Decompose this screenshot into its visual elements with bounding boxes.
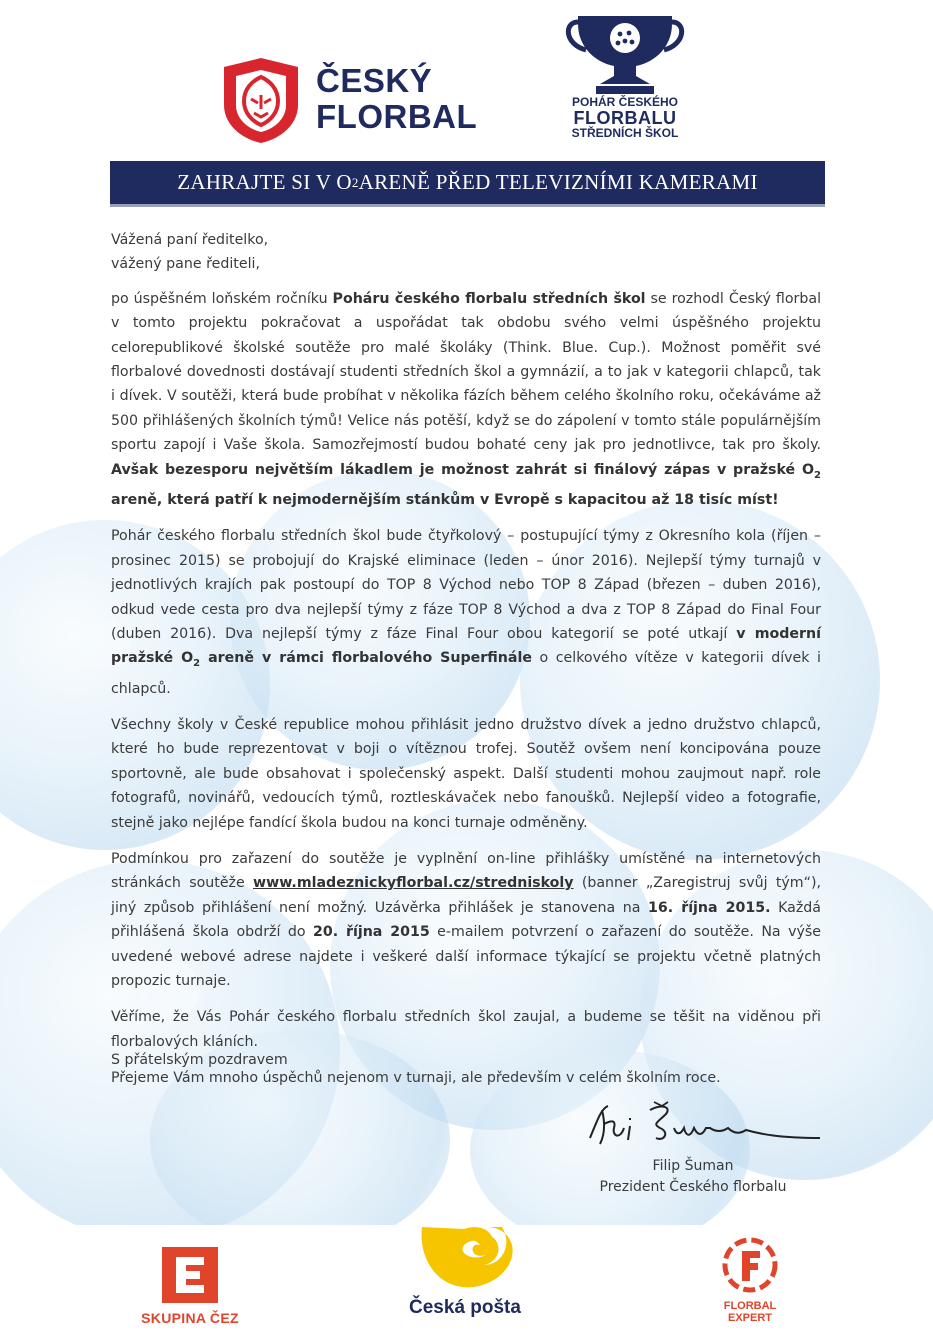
sponsor-cez-logo xyxy=(135,1240,245,1335)
pohar-logo xyxy=(560,10,690,150)
salutation-line-2: vážený pane řediteli, xyxy=(111,256,260,273)
bold-run: Poháru českého florbalu středních škol xyxy=(332,290,646,307)
sponsor-posta-name: Česká pošta xyxy=(409,1297,521,1318)
fe-line-2: EXPERT xyxy=(727,1312,772,1324)
paragraph-intro xyxy=(111,287,821,512)
fe-line-1: FLORBAL xyxy=(723,1300,777,1312)
text-run: (banner „Zaregistruj svůj tým“), jiný způsob přihlášení není možný. Uzávěrka přihlášek je stanovena na xyxy=(111,875,821,916)
text-run: v moderní pražské O xyxy=(111,625,821,667)
posthorn-icon xyxy=(400,1227,530,1295)
title-subscript: 2 xyxy=(351,174,359,190)
letter-body xyxy=(111,228,821,1103)
signer-name: Filip Šuman xyxy=(652,1158,734,1174)
confirmation-date: 20. října 2015 xyxy=(312,924,430,941)
brand-line-2: FLORBAL xyxy=(316,98,478,135)
sponsor-florbal-expert-logo xyxy=(715,1235,785,1335)
registration-link[interactable]: www.mladeznickyflorbal.cz/stredniskoly xyxy=(253,875,574,892)
sponsor-cez-name: SKUPINA ČEZ xyxy=(141,1310,239,1326)
signature-image xyxy=(580,1098,830,1153)
subscript: 2 xyxy=(193,658,201,670)
cesky-florbal-logo xyxy=(218,55,478,147)
bold-run xyxy=(111,462,821,508)
lion-shield-icon xyxy=(218,55,304,145)
cup-line-1: POHÁR ČESKÉHO xyxy=(571,95,678,109)
paragraph-format xyxy=(111,524,821,701)
pohar-text xyxy=(560,96,690,140)
paragraph-good-luck: Přejeme Vám mnoho úspěchů nejenom v turnaji, ale především v celém školním roce. xyxy=(111,1070,721,1087)
cup-line-2: FLORBALU xyxy=(573,108,677,128)
header-logos xyxy=(0,0,933,160)
salutation-line-1: Vážená paní ředitelko, xyxy=(111,232,269,248)
text-run: areně v rámci florbalového Superfinále xyxy=(200,650,532,667)
paragraph-closing-wish: Věříme, že Vás Pohár českého florbalu středních škol zaujal, a budeme se těšit na viděnou při florbalových kláních. xyxy=(111,1009,821,1050)
text-run: e-mailem potvrzení o zařazení do soutěže. Na výše uvedené webové adrese najdete i veškeré další informace týkající se projektu včetně platných propozic turnaje. xyxy=(111,924,821,990)
paragraph-teams: Všechny školy v České republice mohou přihlásit jedno družstvo dívek a jedno družstvo chlapců, které ho bude reprezentovat v boji o vítěznou trofej. Soutěž ovšem není koncipována pouze sportovně, ale bude obsahovat i společenský aspekt. Další studenti mohou zaujmout např. role fotografů, novinářů, vedoucích týmů, roztleskávaček nebo fanoušků. Nejlepší video a fotografie, stejně jako nejlépe fandící škola budou na konci turnaje odměněny. xyxy=(111,716,821,831)
text-run: Každá přihlášená škola obdrží do xyxy=(111,899,821,941)
title-part-1: ZAHRAJTE SI V O xyxy=(177,170,352,194)
salutation xyxy=(111,228,821,277)
closing: S přátelským pozdravem xyxy=(111,1052,288,1068)
text-run: Pohár českého florbalu středních škol bude čtyřkolový – postupující týmy z Okresního kola (říjen – prosinec 2015) se probojují do Krajské eliminace (leden – únor 2016). Nejlepší týmy turnajů v jednotlivých krajích pak postoupí do TOP 8 Východ nebo TOP 8 Západ (březen – duben 2016), odkud vede cesta pro dva nejlepší týmy z fáze TOP 8 Východ a dva z TOP 8 Západ do Final Four (duben 2016). Dva nejlepší týmy z fáze Final Four obou kategorií se poté utkají xyxy=(111,528,821,642)
cez-logo-icon xyxy=(160,1245,220,1305)
signer-title: Prezident Českého florbalu xyxy=(599,1179,787,1195)
text-run: o celkového vítěze v kategorii dívek i chlapců. xyxy=(111,650,821,697)
trophy-icon xyxy=(560,10,690,96)
page-title xyxy=(110,161,825,207)
sponsor-footer xyxy=(0,1225,933,1337)
paragraph-registration xyxy=(111,847,821,993)
text-run: Avšak bezesporu největším lákadlem je možnost zahrát si finálový zápas v pražské O xyxy=(111,461,815,478)
brand-line-1: ČESKÝ xyxy=(316,62,433,99)
cup-line-3: STŘEDNÍCH ŠKOL xyxy=(571,126,679,140)
sponsor-posta-logo xyxy=(400,1227,530,1327)
text-run: se rozhodl Český florbal v tomto projektu pokračovat a uspořádat tak obdobu svého velmi úspěšného projektu celorepublikové školské soutěže pro malé školáky (Think. Blue. Cup.). Možnost poměřit své florbalové dovednosti dostávají studenti středních škol a gymnázií, a to jak v kategorii chlapců, tak i dívek. V soutěži, která bude probíhat v několika fázích během celého školního roku, očekáváme až 500 přihlášených školních týmů! Velice nás potěší, když se do zápolení v tomto stále populárnějším sportu zapojí i Vaše škola. Samozřejmostí budou bohaté ceny jak pro jednotlivce, tak pro školy. xyxy=(111,290,822,454)
florbal-expert-icon xyxy=(720,1235,780,1295)
title-part-2: ARENĚ PŘED TELEVIZNÍMI KAMERAMI xyxy=(358,170,758,194)
subscript: 2 xyxy=(814,469,821,481)
signer-block xyxy=(560,1156,826,1198)
sponsor-florbal-expert-name xyxy=(715,1300,785,1324)
deadline-date: 16. října 2015. xyxy=(648,899,771,916)
text-run: areně, která patří k nejmodernějším stánkům v Evropě s kapacitou až 18 tisíc míst! xyxy=(111,491,779,508)
text-run: po úspěšném loňském ročníku xyxy=(111,290,333,307)
brand-name xyxy=(316,63,477,135)
text-run: Podmínkou pro zařazení do soutěže je vyplnění on-line přihlášky umístěné na internetových stránkách soutěže xyxy=(111,851,821,892)
